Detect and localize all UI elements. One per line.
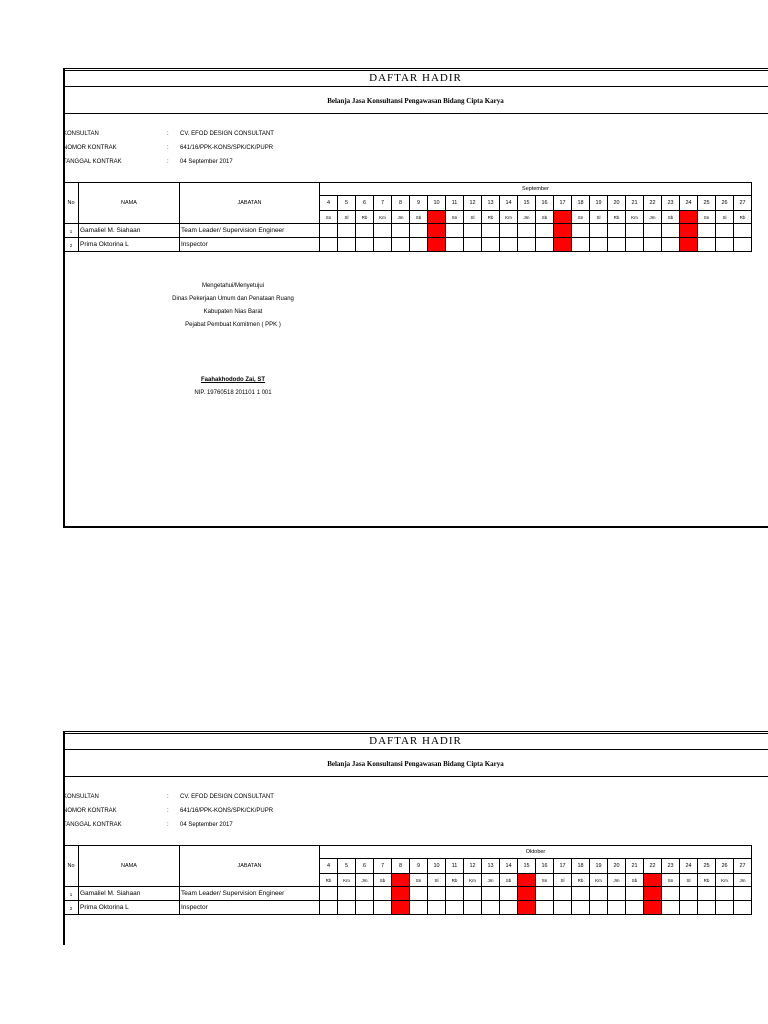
attendance-cell[interactable]	[626, 901, 644, 915]
weekday-cell: Rb	[482, 211, 500, 224]
weekday-cell: Jm	[356, 874, 374, 887]
weekday-cell: Sl	[590, 211, 608, 224]
row-nama: Prima Oktorina L	[79, 238, 180, 252]
attendance-cell[interactable]	[428, 887, 446, 901]
row-no: 1	[64, 887, 79, 901]
attendance-cell[interactable]	[410, 887, 428, 901]
day-number-cell: 25	[698, 196, 716, 211]
attendance-cell-holiday[interactable]	[644, 887, 662, 901]
attendance-cell[interactable]	[446, 238, 464, 252]
attendance-cell[interactable]	[320, 901, 338, 915]
attendance-cell[interactable]	[608, 887, 626, 901]
day-number-cell: 20	[608, 196, 626, 211]
weekday-cell: Rb	[698, 874, 716, 887]
row-nama: Prima Oktorina L	[79, 901, 180, 915]
attendance-cell[interactable]	[734, 224, 752, 238]
attendance-sheet-september	[63, 68, 768, 528]
attendance-cell[interactable]	[428, 901, 446, 915]
weekday-cell: Sb	[374, 874, 392, 887]
attendance-cell[interactable]	[572, 887, 590, 901]
attendance-cell[interactable]	[590, 238, 608, 252]
attendance-cell[interactable]	[374, 224, 392, 238]
title-divider	[63, 86, 768, 87]
header-jabatan: JABATAN	[180, 183, 320, 224]
day-number-cell: 27	[734, 859, 752, 874]
attendance-cell[interactable]	[500, 887, 518, 901]
bottom-border	[63, 526, 768, 528]
attendance-cell[interactable]	[608, 238, 626, 252]
attendance-cell[interactable]	[500, 238, 518, 252]
info-label: NOMOR KONTRAK	[63, 808, 117, 814]
attendance-cell-holiday[interactable]	[392, 901, 410, 915]
attendance-cell[interactable]	[482, 901, 500, 915]
info-value: 641/16/PPK-KONS/SPK/CK/PUPR	[180, 145, 274, 151]
weekday-cell: Jm	[734, 874, 752, 887]
weekday-cell: Sl	[716, 211, 734, 224]
attendance-cell[interactable]	[338, 901, 356, 915]
attendance-cell[interactable]	[374, 901, 392, 915]
table-row	[64, 224, 752, 238]
day-number-cell: 5	[338, 859, 356, 874]
day-number-cell: 19	[590, 859, 608, 874]
attendance-cell[interactable]	[482, 224, 500, 238]
info-label: NOMOR KONTRAK	[63, 145, 117, 151]
weekday-cell: Sn	[446, 211, 464, 224]
attendance-cell[interactable]	[392, 238, 410, 252]
attendance-cell[interactable]	[536, 887, 554, 901]
attendance-cell[interactable]	[626, 224, 644, 238]
info-colon: :	[167, 131, 169, 137]
day-number-cell: 23	[662, 196, 680, 211]
table-row	[64, 901, 752, 915]
attendance-cell[interactable]	[734, 238, 752, 252]
attendance-cell[interactable]	[734, 901, 752, 915]
top-border	[63, 731, 768, 734]
attendance-cell[interactable]	[716, 901, 734, 915]
attendance-cell[interactable]	[572, 901, 590, 915]
attendance-cell[interactable]	[320, 238, 338, 252]
weekday-cell: Sn	[662, 874, 680, 887]
weekday-cell: Km	[338, 874, 356, 887]
row-jabatan: Inspector	[180, 901, 320, 915]
weekday-cell: Sn	[536, 874, 554, 887]
info-label: KONSULTAN	[63, 131, 99, 137]
day-number-cell: 25	[698, 859, 716, 874]
weekday-cell: Sb	[536, 211, 554, 224]
day-number-cell: 11	[446, 859, 464, 874]
day-number-cell: 8	[392, 859, 410, 874]
attendance-sheet-oktober	[63, 731, 768, 945]
header-month: September	[320, 183, 752, 196]
attendance-cell[interactable]	[626, 887, 644, 901]
weekday-cell-holiday: Mg	[644, 874, 662, 887]
approval-line: Dinas Pekerjaan Umum dan Penataan Ruang	[172, 296, 294, 302]
weekday-cell: Sb	[662, 211, 680, 224]
signatory-nip: NIP. 19760518 201101 1 001	[194, 390, 272, 396]
day-number-cell: 10	[428, 859, 446, 874]
attendance-cell[interactable]	[680, 901, 698, 915]
info-label: KONSULTAN	[63, 794, 99, 800]
day-number-cell: 22	[644, 196, 662, 211]
attendance-cell[interactable]	[410, 238, 428, 252]
weekday-cell: Jm	[482, 874, 500, 887]
attendance-cell[interactable]	[644, 224, 662, 238]
day-number-cell: 21	[626, 859, 644, 874]
attendance-cell[interactable]	[572, 224, 590, 238]
attendance-cell[interactable]	[320, 887, 338, 901]
header-nama: NAMA	[79, 183, 180, 224]
day-number-cell: 26	[716, 196, 734, 211]
info-value: 641/16/PPK-KONS/SPK/CK/PUPR	[180, 808, 274, 814]
title-divider	[63, 749, 768, 750]
row-jabatan: Team Leader/ Supervision Engineer	[180, 224, 320, 238]
attendance-cell[interactable]	[464, 224, 482, 238]
weekday-cell: Sl	[680, 874, 698, 887]
attendance-cell[interactable]	[608, 224, 626, 238]
attendance-cell[interactable]	[518, 224, 536, 238]
attendance-cell-holiday[interactable]	[392, 887, 410, 901]
attendance-cell[interactable]	[590, 224, 608, 238]
day-number-cell: 24	[680, 859, 698, 874]
weekday-cell: Rb	[320, 874, 338, 887]
day-number-cell: 17	[554, 859, 572, 874]
attendance-cell[interactable]	[464, 901, 482, 915]
attendance-table	[63, 845, 752, 915]
day-number-cell: 4	[320, 859, 338, 874]
approval-line: Pejabat Pembuat Komitmen ( PPK )	[185, 322, 281, 328]
weekday-cell: Km	[500, 211, 518, 224]
day-number-cell: 13	[482, 196, 500, 211]
row-nama: Gamaliel M. Siahaan	[79, 887, 180, 901]
attendance-cell[interactable]	[482, 238, 500, 252]
day-number-cell: 27	[734, 196, 752, 211]
day-number-cell: 9	[410, 196, 428, 211]
day-number-cell: 14	[500, 196, 518, 211]
weekday-cell: Sn	[320, 211, 338, 224]
attendance-cell[interactable]	[356, 901, 374, 915]
weekday-cell: Rb	[734, 211, 752, 224]
weekday-cell: Sb	[500, 874, 518, 887]
weekday-cell: Sl	[338, 211, 356, 224]
attendance-cell[interactable]	[518, 238, 536, 252]
attendance-cell[interactable]	[356, 887, 374, 901]
table-row	[64, 238, 752, 252]
weekday-cell: Sb	[410, 211, 428, 224]
weekday-cell: Sl	[554, 874, 572, 887]
weekday-cell: Sl	[464, 211, 482, 224]
weekday-cell: Rb	[356, 211, 374, 224]
weekday-cell-holiday: Mg	[392, 874, 410, 887]
attendance-cell[interactable]	[392, 224, 410, 238]
weekday-cell: Sb	[626, 874, 644, 887]
header-nama: NAMA	[79, 846, 180, 887]
weekday-cell-holiday: Mg	[428, 211, 446, 224]
day-number-cell: 10	[428, 196, 446, 211]
day-number-cell: 12	[464, 859, 482, 874]
day-number-cell: 9	[410, 859, 428, 874]
row-jabatan: Inspector	[180, 238, 320, 252]
subtitle-divider	[63, 113, 768, 114]
day-number-cell: 26	[716, 859, 734, 874]
day-number-cell: 8	[392, 196, 410, 211]
weekday-cell: Sn	[410, 874, 428, 887]
attendance-cell-holiday[interactable]	[428, 238, 446, 252]
attendance-cell[interactable]	[482, 887, 500, 901]
attendance-cell-holiday[interactable]	[554, 224, 572, 238]
attendance-cell[interactable]	[464, 887, 482, 901]
attendance-cell[interactable]	[410, 224, 428, 238]
weekday-cell: Sl	[428, 874, 446, 887]
row-no: 2	[64, 901, 79, 915]
attendance-cell[interactable]	[338, 887, 356, 901]
attendance-cell[interactable]	[680, 887, 698, 901]
info-colon: :	[167, 822, 169, 828]
attendance-cell-holiday[interactable]	[554, 238, 572, 252]
info-colon: :	[167, 808, 169, 814]
header-no: No	[64, 846, 79, 887]
attendance-cell[interactable]	[410, 901, 428, 915]
attendance-cell[interactable]	[536, 224, 554, 238]
info-colon: :	[167, 145, 169, 151]
weekday-cell: Km	[626, 211, 644, 224]
attendance-cell[interactable]	[572, 238, 590, 252]
attendance-cell[interactable]	[662, 887, 680, 901]
attendance-cell-holiday[interactable]	[644, 901, 662, 915]
attendance-cell[interactable]	[662, 901, 680, 915]
weekday-cell: Km	[464, 874, 482, 887]
weekday-cell-holiday: Mg	[554, 211, 572, 224]
info-value: 04 September 2017	[180, 822, 233, 828]
sheet-subtitle: Belanja Jasa Konsultansi Pengawasan Bidang Cipta Karya	[327, 760, 504, 768]
attendance-cell[interactable]	[716, 887, 734, 901]
attendance-cell[interactable]	[698, 887, 716, 901]
day-number-cell: 15	[518, 859, 536, 874]
day-number-cell: 17	[554, 196, 572, 211]
weekday-cell-holiday: Mg	[518, 874, 536, 887]
attendance-cell[interactable]	[554, 901, 572, 915]
attendance-cell-holiday[interactable]	[428, 224, 446, 238]
attendance-cell[interactable]	[662, 238, 680, 252]
day-number-cell: 18	[572, 859, 590, 874]
weekday-cell: Jm	[644, 211, 662, 224]
day-number-cell: 19	[590, 196, 608, 211]
attendance-cell-holiday[interactable]	[518, 887, 536, 901]
weekday-cell: Km	[590, 874, 608, 887]
weekday-cell: Jm	[608, 874, 626, 887]
attendance-cell[interactable]	[320, 224, 338, 238]
attendance-cell[interactable]	[698, 901, 716, 915]
attendance-cell[interactable]	[338, 238, 356, 252]
attendance-cell[interactable]	[716, 238, 734, 252]
attendance-cell[interactable]	[536, 238, 554, 252]
info-value: CV. EFOD DESIGN CONSULTANT	[180, 131, 274, 137]
weekday-cell: Sn	[698, 211, 716, 224]
day-number-cell: 16	[536, 859, 554, 874]
day-number-cell: 20	[608, 859, 626, 874]
weekday-cell: Jm	[518, 211, 536, 224]
attendance-cell[interactable]	[500, 901, 518, 915]
header-no: No	[64, 183, 79, 224]
attendance-cell[interactable]	[464, 238, 482, 252]
attendance-cell[interactable]	[356, 224, 374, 238]
attendance-cell[interactable]	[590, 901, 608, 915]
info-colon: :	[167, 159, 169, 165]
day-number-cell: 11	[446, 196, 464, 211]
info-colon: :	[167, 794, 169, 800]
attendance-cell-holiday[interactable]	[680, 238, 698, 252]
attendance-cell[interactable]	[446, 224, 464, 238]
approval-line: Kabupaten Nias Barat	[203, 309, 263, 315]
weekday-cell: Sn	[572, 211, 590, 224]
row-nama: Gamaliel M. Siahaan	[79, 224, 180, 238]
attendance-cell[interactable]	[698, 238, 716, 252]
attendance-cell[interactable]	[644, 238, 662, 252]
weekday-cell: Rb	[572, 874, 590, 887]
day-number-cell: 21	[626, 196, 644, 211]
attendance-cell-holiday[interactable]	[518, 901, 536, 915]
approval-signature-block	[123, 280, 343, 400]
header-month: Oktober	[320, 846, 752, 859]
attendance-cell[interactable]	[554, 887, 572, 901]
approval-line: Mengetahui/Menyetujui	[201, 283, 265, 289]
day-number-cell: 18	[572, 196, 590, 211]
info-value: CV. EFOD DESIGN CONSULTANT	[180, 794, 274, 800]
attendance-cell[interactable]	[536, 901, 554, 915]
day-number-cell: 24	[680, 196, 698, 211]
day-number-cell: 14	[500, 859, 518, 874]
weekday-cell: Rb	[446, 874, 464, 887]
day-number-cell: 23	[662, 859, 680, 874]
sheet-title: DAFTAR HADIR	[369, 735, 462, 747]
attendance-cell[interactable]	[374, 887, 392, 901]
weekday-cell: Km	[374, 211, 392, 224]
day-number-cell: 13	[482, 859, 500, 874]
weekday-cell: Rb	[608, 211, 626, 224]
attendance-cell[interactable]	[374, 238, 392, 252]
attendance-cell[interactable]	[608, 901, 626, 915]
day-number-cell: 5	[338, 196, 356, 211]
row-no: 2	[64, 238, 79, 252]
attendance-cell[interactable]	[446, 887, 464, 901]
day-number-cell: 12	[464, 196, 482, 211]
day-number-cell: 15	[518, 196, 536, 211]
attendance-cell[interactable]	[356, 238, 374, 252]
table-row	[64, 887, 752, 901]
attendance-cell[interactable]	[500, 224, 518, 238]
weekday-cell-holiday: Mg	[680, 211, 698, 224]
attendance-table	[63, 182, 752, 252]
info-label: TANGGAL KONTRAK	[63, 822, 122, 828]
signatory-name: Faahakhododo Zai, ST	[200, 377, 265, 383]
attendance-cell[interactable]	[698, 224, 716, 238]
sheet-title: DAFTAR HADIR	[369, 72, 462, 84]
row-jabatan: Team Leader/ Supervision Engineer	[180, 887, 320, 901]
attendance-cell[interactable]	[662, 224, 680, 238]
day-number-cell: 6	[356, 196, 374, 211]
weekday-cell: Jm	[392, 211, 410, 224]
attendance-cell[interactable]	[446, 901, 464, 915]
info-label: TANGGAL KONTRAK	[63, 159, 122, 165]
day-number-cell: 7	[374, 196, 392, 211]
attendance-cell[interactable]	[590, 887, 608, 901]
day-number-cell: 22	[644, 859, 662, 874]
day-number-cell: 4	[320, 196, 338, 211]
attendance-cell[interactable]	[626, 238, 644, 252]
row-no: 1	[64, 224, 79, 238]
attendance-cell[interactable]	[716, 224, 734, 238]
sheet-subtitle: Belanja Jasa Konsultansi Pengawasan Bidang Cipta Karya	[327, 97, 504, 105]
info-value: 04 September 2017	[180, 159, 233, 165]
day-number-cell: 16	[536, 196, 554, 211]
attendance-cell-holiday[interactable]	[680, 224, 698, 238]
weekday-cell: Km	[716, 874, 734, 887]
attendance-cell[interactable]	[734, 887, 752, 901]
top-border	[63, 68, 768, 71]
day-number-cell: 7	[374, 859, 392, 874]
header-jabatan: JABATAN	[180, 846, 320, 887]
attendance-cell[interactable]	[338, 224, 356, 238]
day-number-cell: 6	[356, 859, 374, 874]
subtitle-divider	[63, 776, 768, 777]
